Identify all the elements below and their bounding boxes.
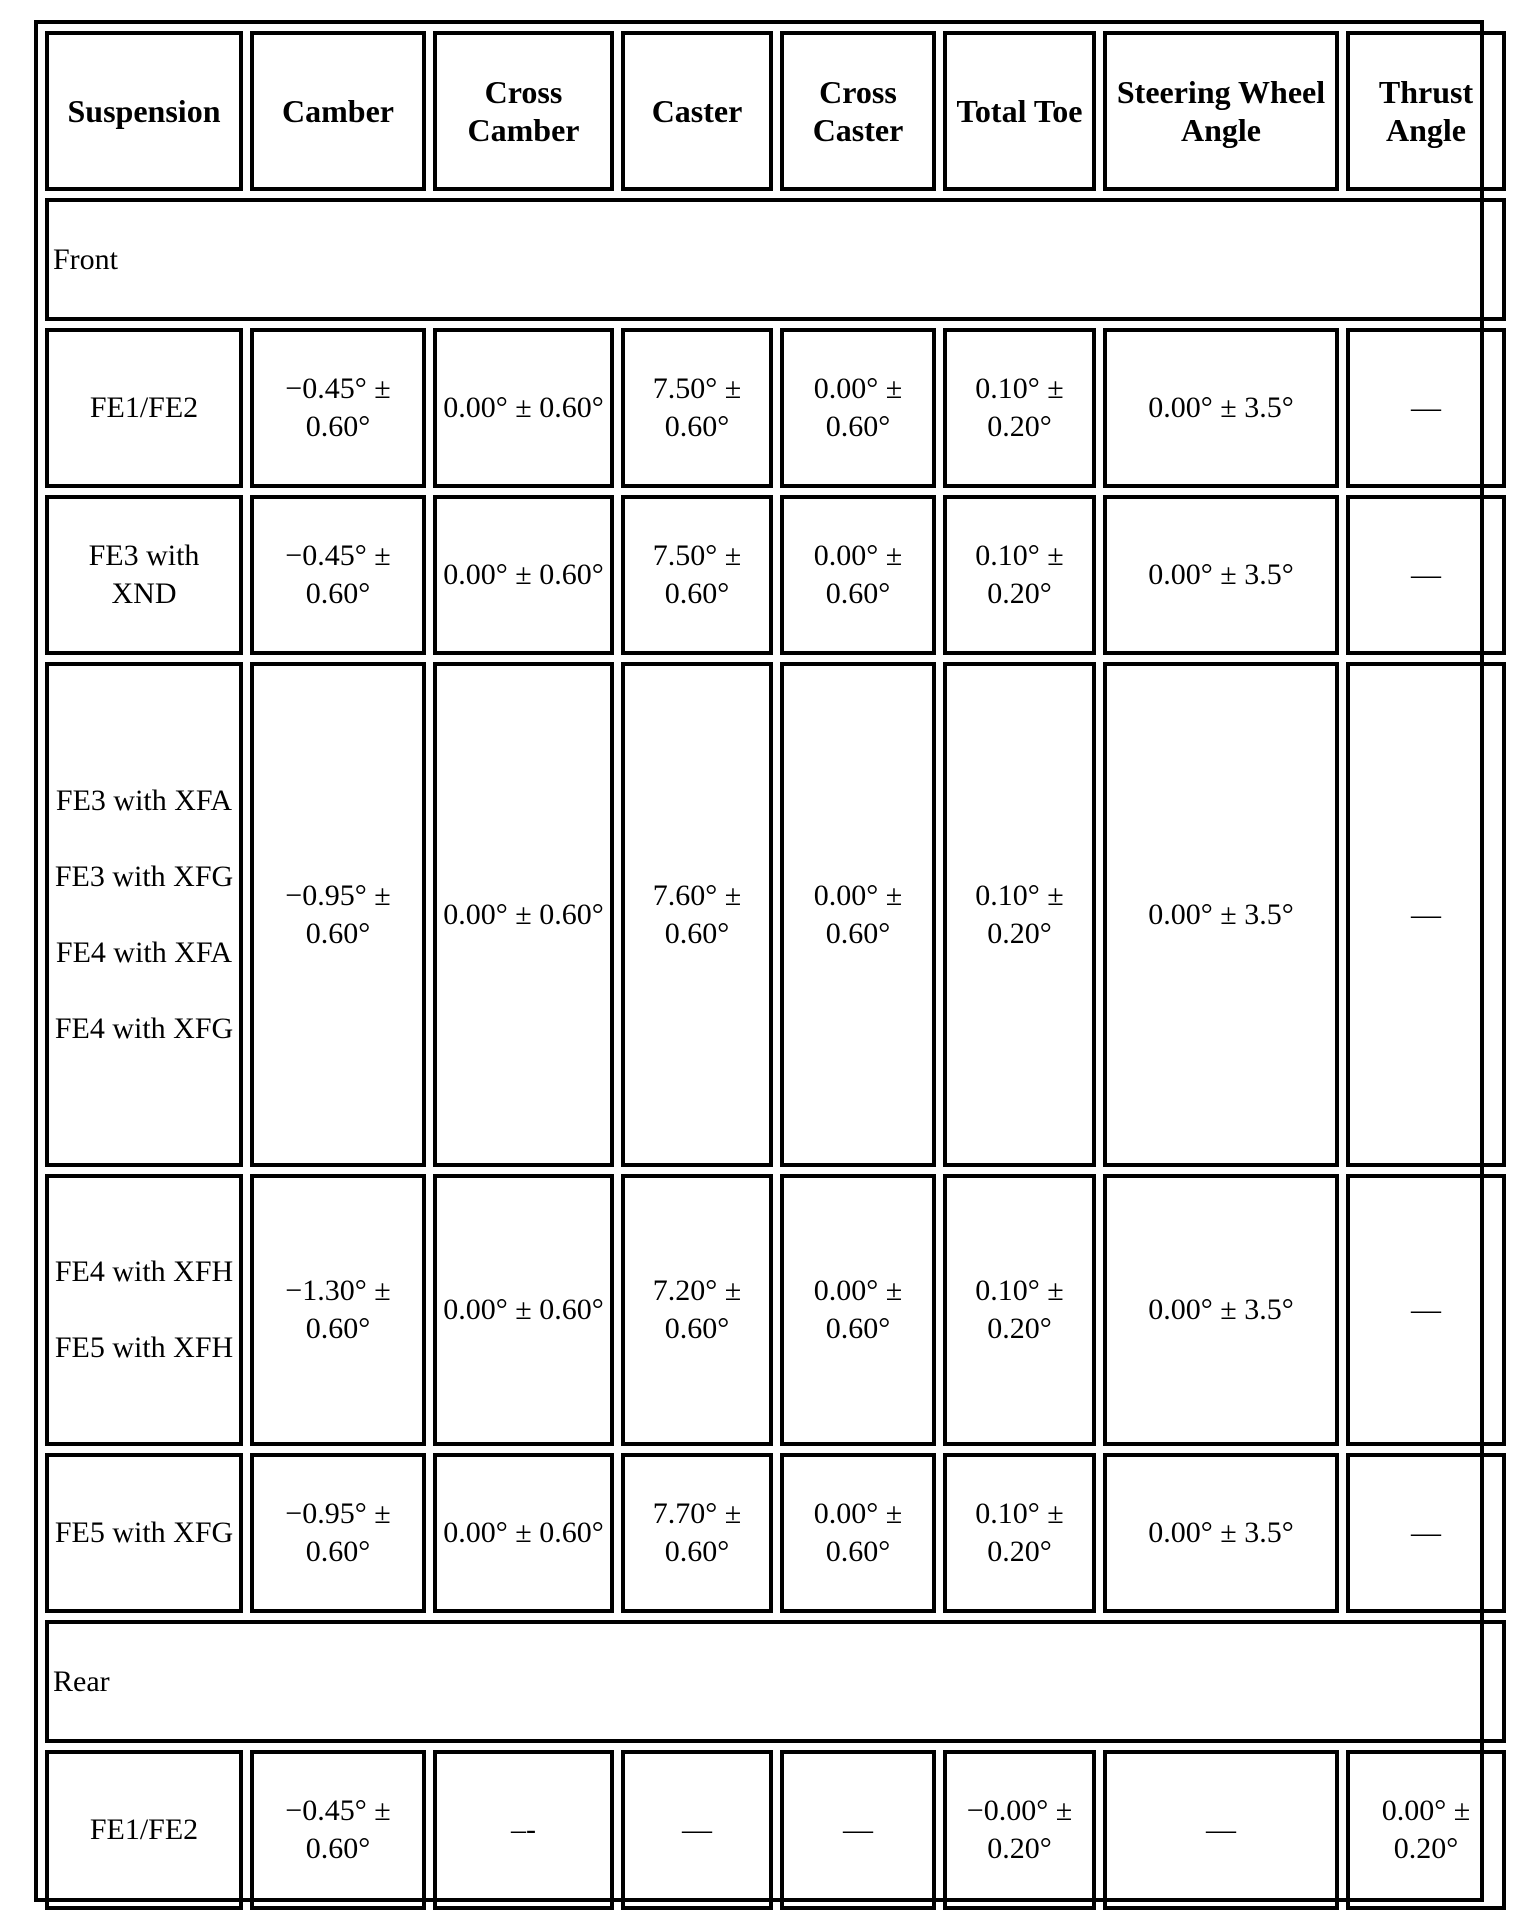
- cell-total-toe: 0.10° ± 0.20°: [943, 328, 1096, 488]
- cell-thrust-angle: 0.00° ± 0.20°: [1346, 1750, 1506, 1910]
- alignment-spec-table: [38, 24, 1513, 1917]
- suspension-code: FE5 with XFH: [54, 1331, 234, 1364]
- cell-total-toe: −0.00° ± 0.20°: [943, 1750, 1096, 1910]
- cell-suspension: [45, 1453, 243, 1613]
- header-suspension: Suspension: [45, 31, 243, 191]
- suspension-code: FE1/FE2: [89, 391, 199, 424]
- header-cross-caster: Cross Caster: [780, 31, 936, 191]
- header-caster: Caster: [621, 31, 773, 191]
- cell-camber: −0.45° ± 0.60°: [250, 328, 426, 488]
- cell-cross-caster: —: [780, 1750, 936, 1910]
- table-row: [45, 328, 1506, 488]
- cell-cross-camber: 0.00° ± 0.60°: [433, 1174, 614, 1446]
- header-total-toe: Total Toe: [943, 31, 1096, 191]
- header-camber: Camber: [250, 31, 426, 191]
- cell-camber: −0.95° ± 0.60°: [250, 1453, 426, 1613]
- cell-total-toe: 0.10° ± 0.20°: [943, 495, 1096, 655]
- suspension-code: FE4 with XFH: [54, 1255, 234, 1288]
- cell-cross-caster: 0.00° ± 0.60°: [780, 1453, 936, 1613]
- cell-caster: 7.20° ± 0.60°: [621, 1174, 773, 1446]
- cell-camber: −0.45° ± 0.60°: [250, 1750, 426, 1910]
- cell-cross-caster: 0.00° ± 0.60°: [780, 1174, 936, 1446]
- section-row: [45, 1620, 1506, 1743]
- cell-steering-wheel-angle: 0.00° ± 3.5°: [1103, 328, 1339, 488]
- cell-thrust-angle: —: [1346, 1453, 1506, 1613]
- cell-caster: 7.70° ± 0.60°: [621, 1453, 773, 1613]
- cell-cross-camber: 0.00° ± 0.60°: [433, 662, 614, 1167]
- cell-suspension: [45, 662, 243, 1167]
- cell-camber: −0.45° ± 0.60°: [250, 495, 426, 655]
- header-cross-camber: Cross Camber: [433, 31, 614, 191]
- table-row: [45, 662, 1506, 1167]
- cell-caster: 7.60° ± 0.60°: [621, 662, 773, 1167]
- cell-cross-camber: 0.00° ± 0.60°: [433, 328, 614, 488]
- suspension-code: FE1/FE2: [89, 1813, 199, 1846]
- section-label: Front: [45, 198, 1506, 321]
- table-row: [45, 495, 1506, 655]
- cell-suspension: [45, 1174, 243, 1446]
- table-row: [45, 1750, 1506, 1910]
- suspension-code: FE3 with XFG: [54, 859, 234, 893]
- suspension-code: FE3 with XND: [88, 539, 200, 610]
- cell-camber: −1.30° ± 0.60°: [250, 1174, 426, 1446]
- table-row: [45, 1174, 1506, 1446]
- alignment-spec-table-frame: [34, 20, 1484, 1902]
- suspension-code: FE3 with XFA: [55, 783, 233, 817]
- cell-suspension: [45, 328, 243, 488]
- cell-steering-wheel-angle: 0.00° ± 3.5°: [1103, 1453, 1339, 1613]
- cell-steering-wheel-angle: 0.00° ± 3.5°: [1103, 495, 1339, 655]
- suspension-code: FE5 with XFG: [54, 1516, 234, 1549]
- cell-total-toe: 0.10° ± 0.20°: [943, 1174, 1096, 1446]
- cell-camber: −0.95° ± 0.60°: [250, 662, 426, 1167]
- cell-cross-camber: 0.00° ± 0.60°: [433, 1453, 614, 1613]
- cell-steering-wheel-angle: —: [1103, 1750, 1339, 1910]
- cell-cross-caster: 0.00° ± 0.60°: [780, 328, 936, 488]
- cell-caster: 7.50° ± 0.60°: [621, 495, 773, 655]
- table-row: [45, 1453, 1506, 1613]
- suspension-code: FE4 with XFG: [54, 1011, 234, 1045]
- cell-suspension: [45, 495, 243, 655]
- cell-thrust-angle: —: [1346, 1174, 1506, 1446]
- cell-steering-wheel-angle: 0.00° ± 3.5°: [1103, 1174, 1339, 1446]
- cell-total-toe: 0.10° ± 0.20°: [943, 662, 1096, 1167]
- section-row: [45, 198, 1506, 321]
- cell-steering-wheel-angle: 0.00° ± 3.5°: [1103, 662, 1339, 1167]
- header-steering-wheel-angle: Steering Wheel Angle: [1103, 31, 1339, 191]
- cell-total-toe: 0.10° ± 0.20°: [943, 1453, 1096, 1613]
- table-body: [45, 31, 1506, 1910]
- cell-cross-caster: 0.00° ± 0.60°: [780, 495, 936, 655]
- cell-thrust-angle: —: [1346, 328, 1506, 488]
- cell-suspension: [45, 1750, 243, 1910]
- cell-thrust-angle: —: [1346, 662, 1506, 1167]
- header-thrust-angle: Thrust Angle: [1346, 31, 1506, 191]
- cell-cross-caster: 0.00° ± 0.60°: [780, 662, 936, 1167]
- cell-caster: —: [621, 1750, 773, 1910]
- cell-cross-camber: –-: [433, 1750, 614, 1910]
- header-row: [45, 31, 1506, 191]
- section-label: Rear: [45, 1620, 1506, 1743]
- cell-cross-camber: 0.00° ± 0.60°: [433, 495, 614, 655]
- suspension-code: FE4 with XFA: [55, 935, 233, 969]
- cell-thrust-angle: —: [1346, 495, 1506, 655]
- cell-caster: 7.50° ± 0.60°: [621, 328, 773, 488]
